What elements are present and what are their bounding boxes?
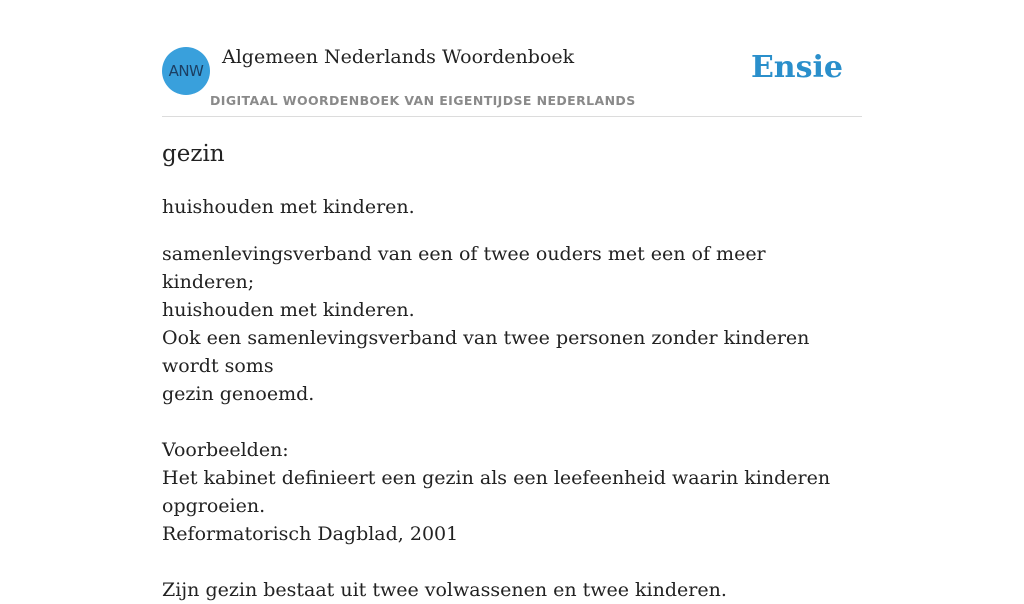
example-source: Reformatorisch Dagblad, 2001 — [162, 523, 459, 545]
definition-line: huishouden met kinderen. — [162, 299, 415, 321]
source-title[interactable]: Algemeen Nederlands Woordenboek — [222, 46, 575, 68]
definition-line: Ook een samenlevingsverband van twee personen zonder kinderen wordt soms — [162, 327, 810, 377]
example-text: Het kabinet definieert een gezin als een leefeenheid waarin kinderen opgroeien. — [162, 467, 831, 517]
header — [162, 46, 862, 117]
examples-heading: Voorbeelden: — [162, 439, 289, 461]
definition-line: samenlevingsverband van een of twee ouders met een of meer kinderen; — [162, 243, 766, 293]
long-definition — [162, 240, 862, 604]
source-subtitle: DIGITAAL WOORDENBOEK VAN EIGENTIJDSE NEDERLANDS — [210, 93, 636, 108]
example-text: Zijn gezin bestaat uit twee volwassenen en twee kinderen. — [162, 579, 727, 601]
anw-logo[interactable]: ANW — [162, 47, 210, 95]
entry-content — [162, 138, 862, 604]
entry-word: gezin — [162, 141, 225, 167]
ensie-logo[interactable]: Ensie — [750, 50, 843, 85]
definition-line: gezin genoemd. — [162, 383, 315, 405]
short-definition: huishouden met kinderen. — [162, 196, 415, 218]
